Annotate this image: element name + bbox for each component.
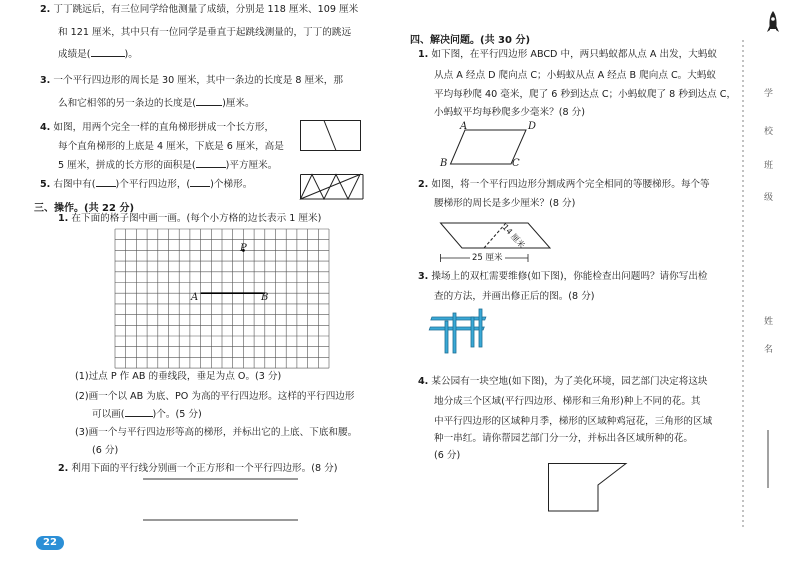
p2-dim-25: 25 厘米 (472, 253, 503, 263)
q3-text-2b: )厘米。 (222, 98, 255, 109)
q4-line3 (58, 160, 277, 172)
q2-line1 (40, 4, 358, 16)
sidebar-char-4: 级 (764, 193, 774, 203)
op1-sub-b: (2)画一个以 AB 为底、PO 为高的平行四边形。这样的平行四边形 (75, 391, 355, 402)
q2-number: 2. (40, 4, 51, 15)
p2-line2: 腰梯形的周长是多少厘米？(8 分) (434, 198, 576, 209)
q5-text-c: )个梯形。 (210, 179, 253, 190)
q2-text-1: 丁丁跳远后，有三位同学给他测量了成绩，分别是 118 厘米、109 厘米 (53, 4, 359, 15)
point-b-label: B (261, 292, 269, 303)
q4-text-3b: )平方厘米。 (225, 160, 278, 171)
page-number-badge: 22 (36, 536, 64, 550)
op2-number: 2. (58, 463, 69, 474)
p1-label-d: D (528, 121, 537, 132)
rocket-icon (766, 10, 780, 36)
p1-label-a: A (460, 121, 468, 132)
p4-text-1: 某公园有一块空地(如下图)，为了美化环境，园艺部门决定将这块 (431, 376, 708, 387)
q3-line2 (58, 98, 255, 110)
p3-line2: 查的方法，并画出修正后的图。(8 分) (434, 291, 595, 302)
q3-line1 (40, 75, 343, 87)
op1-sub-b2a: 可以画( (92, 409, 125, 420)
q4-text-1: 如图，用两个完全一样的直角梯形拼成一个长方形， (53, 122, 275, 133)
p4-number: 4. (418, 376, 429, 387)
q5-number: 5. (40, 179, 51, 190)
p3-line1 (418, 271, 708, 283)
q3-text-2a: 么和它相邻的另一条边的长度是( (58, 98, 197, 109)
p4-line3: 中平行四边形的区域种月季，梯形的区域种鸡冠花，三角形的区域 (434, 416, 713, 427)
q5-text-b: )个平行四边形，( (115, 179, 191, 190)
q2-answer-blank[interactable] (91, 56, 125, 57)
p1-line2: 从点 A 经点 D 爬向点 C；小蚂蚁从点 A 经点 B 爬向点 C。大蚂蚁 (434, 70, 717, 81)
q3-answer-blank[interactable] (196, 105, 222, 106)
sidebar-char-6: 名 (764, 345, 774, 355)
q4-rectangle-figure (300, 120, 362, 152)
grid-canvas[interactable] (115, 229, 330, 365)
q2-text-3a: 成绩是( (58, 49, 91, 60)
q2-line3 (58, 49, 138, 61)
p2-line1 (418, 179, 710, 191)
point-p-label: P (240, 243, 247, 254)
binding-line (740, 40, 746, 530)
op2-text: 利用下面的平行线分别画一个正方形和一个平行四边形。(8 分) (71, 463, 338, 474)
q2-text-3b: )。 (124, 49, 138, 60)
op1-sub-b2 (92, 409, 202, 421)
p1-line4: 小蚂蚁平均每秒爬多少毫米？(8 分) (434, 107, 585, 118)
q2-line2: 和 121 厘米，其中只有一位同学是垂直于起跳线测量的，丁丁的跳远 (58, 27, 352, 38)
p4-line2: 地分成三个区域(平行四边形、梯形和三角形)种上不同的花。其 (434, 396, 701, 407)
p3-number: 3. (418, 271, 429, 282)
op1-sub-b2b: )个。(5 分) (152, 409, 202, 420)
p1-line1 (418, 49, 717, 61)
p4-land-figure (548, 463, 630, 513)
q4-line2: 每个直角梯形的上底是 4 厘米，下底是 6 厘米，高是 (58, 141, 284, 152)
q3-number: 3. (40, 75, 51, 86)
sidebar-char-1: 学 (764, 89, 774, 99)
p3-parallel-bars-figure (435, 303, 495, 355)
point-a-label: A (191, 292, 199, 303)
op1-number: 1. (58, 213, 69, 224)
p2-dim-14: 14 厘米 (500, 222, 527, 251)
p1-line3: 平均每秒爬 40 毫米，爬了 6 秒到达点 C；小蚂蚁爬了 8 秒到达点 C， (434, 89, 737, 100)
op1-text: 在下面的格子图中画一画。(每个小方格的边长表示 1 厘米) (71, 213, 322, 224)
op2-line (58, 463, 337, 475)
q5-blank-trapezoids[interactable] (190, 186, 210, 187)
op1-sub-a: (1)过点 P 作 AB 的垂线段，垂足为点 O。(3 分) (75, 371, 282, 382)
p1-label-b: B (440, 158, 448, 169)
p4-line1 (418, 376, 708, 388)
p2-text-1: 如图，将一个平行四边形分割成两个完全相同的等腰梯形。每个等 (431, 179, 710, 190)
p1-label-c: C (512, 158, 520, 169)
q4-answer-blank[interactable] (196, 167, 226, 168)
sidebar-char-3: 班 (764, 161, 774, 171)
p2-number: 2. (418, 179, 429, 190)
p1-number: 1. (418, 49, 429, 60)
sidebar-char-2: 校 (764, 127, 774, 137)
q4-number: 4. (40, 122, 51, 133)
op1-count-blank[interactable] (125, 416, 153, 417)
op1-line (58, 213, 321, 225)
p4-line5: (6 分) (434, 450, 461, 461)
op1-sub-c: (3)画一个与平行四边形等高的梯形，并标出它的上底、下底和腰。 (75, 427, 358, 438)
section3-title: 三、操作。(共 22 分) (34, 203, 135, 214)
parallel-lines[interactable] (143, 476, 299, 526)
sidebar-char-5: 姓 (764, 317, 774, 327)
q5-text-a: 右图中有( (53, 179, 96, 190)
q5-line (40, 179, 252, 191)
q3-text-1: 一个平行四边形的周长是 30 厘米，其中一条边的长度是 8 厘米，那 (53, 75, 343, 86)
sidebar-name-line (766, 430, 770, 490)
q4-text-3a: 5 厘米，拼成的长方形的面积是( (58, 160, 196, 171)
p3-text-1: 操场上的双杠需要维修(如下图)，你能检查出问题吗？请你写出检 (431, 271, 708, 282)
q5-triangles-figure (300, 174, 366, 200)
op1-sub-c2: (6 分) (92, 445, 119, 456)
q5-blank-parallelograms[interactable] (96, 186, 116, 187)
q4-line1 (40, 122, 274, 134)
section4-title: 四、解决问题。(共 30 分) (410, 35, 531, 46)
p4-line4: 种一串红。请你帮园艺部门分一分，并标出各区域所种的花。 (434, 433, 694, 444)
p1-text-1: 如下图，在平行四边形 ABCD 中，两只蚂蚁都从点 A 出发，大蚂蚁 (431, 49, 718, 60)
